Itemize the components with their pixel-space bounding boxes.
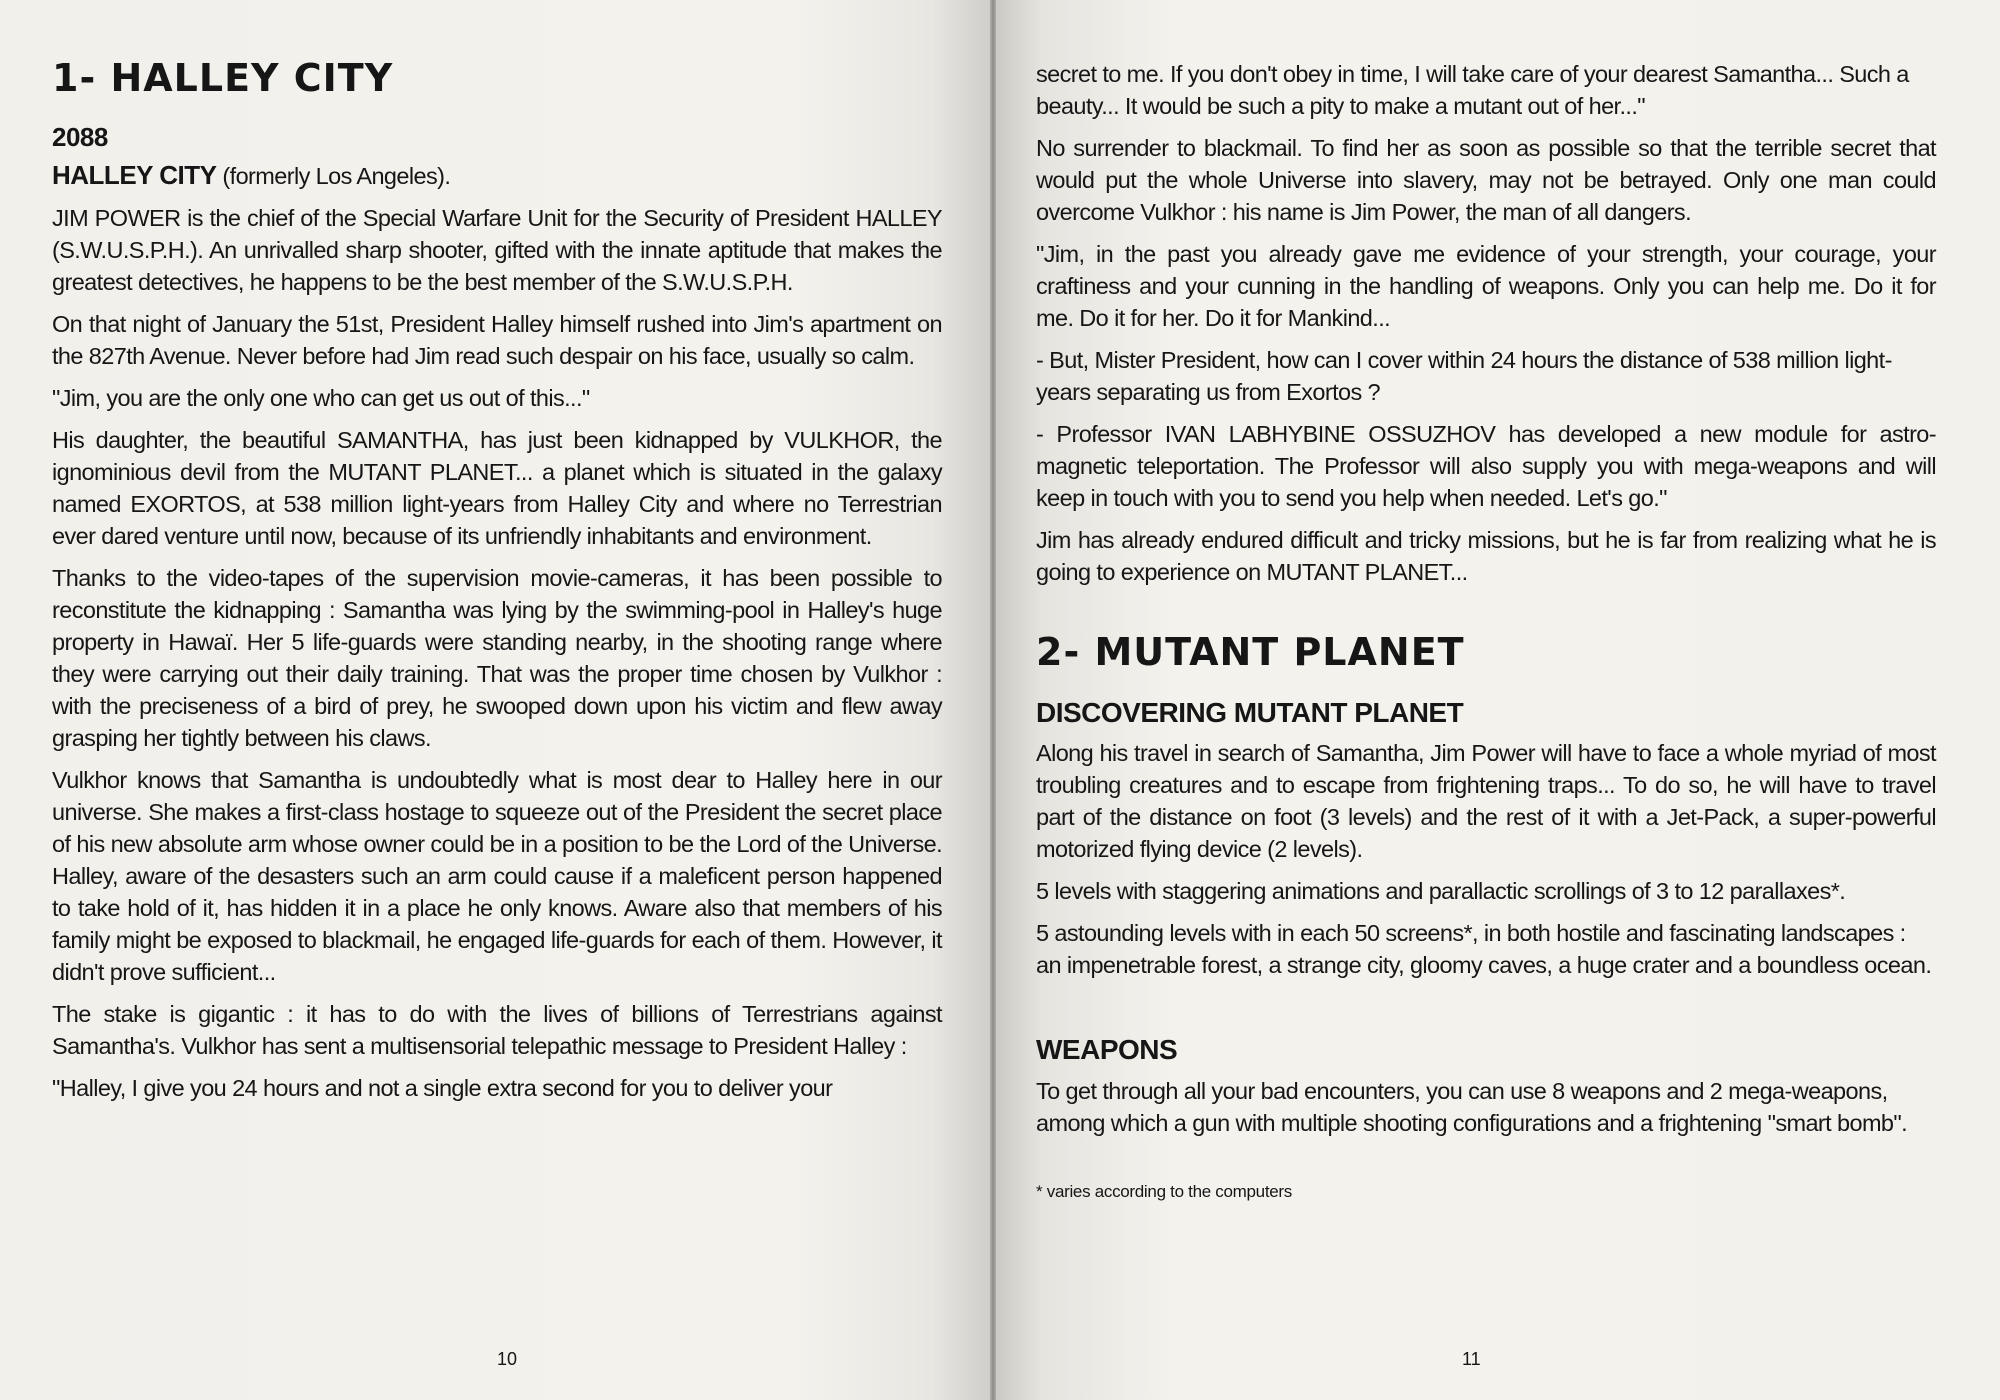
- paragraph: "Jim, in the past you already gave me evidence of your strength, your courage, your craftiness and your cunning in the handling of weapons. Only you can help me. Do it for me. Do it for her. Do it for Mankind...: [1036, 241, 1936, 331]
- paragraph: Along his travel in search of Samantha, Jim Power will have to face a whole myriad of most troubling creatures and to escape from frightening traps... To do so, he will have to travel part of the distance on foot (3 levels) and the rest of it with a Jet-Pack, a super-powerful motorized flying device (2 levels).: [1036, 740, 1936, 863]
- footnote: * varies according to the computers: [1036, 1181, 1292, 1201]
- paragraph: "Halley, I give you 24 hours and not a single extra second for you to deliver your: [52, 1074, 833, 1101]
- right-page: [992, 0, 2000, 1400]
- left-page-content: [52, 58, 942, 1114]
- left-page: [0, 0, 992, 1400]
- book-gutter: [990, 0, 996, 1400]
- paragraph: Vulkhor knows that Samantha is undoubtedly what is most dear to Halley here in our universe. She makes a first-class hostage to squeeze out of the President the secret place of his new absolute arm whose owner could be in a position to be the Lord of the Universe. Halley, aware of the desasters such an arm could cause if a maleficent person happened to take hold of it, has hidden it in a place he only knows. Aware also that members of his family might be exposed to blackmail, he engaged life-guards for each of them. However, it didn't prove sufficient...: [52, 766, 942, 985]
- city-heading: [52, 159, 942, 192]
- section-title-mutant-planet: 2- MUTANT PLANET: [1036, 630, 1465, 674]
- paragraph: 5 astounding levels with in each 50 screens*, in both hostile and fascinating landscapes : an impenetrable forest, a strange city, gloomy caves, a huge crater and a boundless ocean.: [1036, 920, 1932, 979]
- right-page-content: [1036, 58, 1936, 1203]
- city-note: (formerly Los Angeles).: [222, 162, 451, 189]
- paragraph: secret to me. If you don't obey in time, I will take care of your dearest Samantha... Such a beauty... It would be such a pity to make a mutant out of her...": [1036, 61, 1909, 119]
- paragraph: 5 levels with staggering animations and parallactic scrollings of 3 to 12 parallaxes*.: [1036, 878, 1846, 905]
- year-heading: 2088: [52, 121, 108, 152]
- paragraph: "Jim, you are the only one who can get us out of this...": [52, 384, 590, 411]
- page-number: 10: [497, 1349, 518, 1369]
- weapons-paragraph: To get through all your bad encounters, you can use 8 weapons and 2 mega-weapons, among which a gun with multiple shooting configurations and a frightening "smart bomb".: [1036, 1077, 1908, 1136]
- page-number: 11: [1462, 1349, 1481, 1369]
- paragraph: Thanks to the video-tapes of the supervision movie-cameras, it has been possible to reconstitute the kidnapping : Samantha was lying by the swimming-pool in Halley's huge property in Hawaï. Her 5 life-guards were standing nearby, in the shooting range where they were carrying out their daily training. That was the proper time chosen by Vulkhor : with the preciseness of a bird of prey, he swooped down upon his victim and flew away grasping her tightly between his claws.: [52, 564, 942, 751]
- paragraph: Jim has already endured difficult and tricky missions, but he is far from realizing what he is going to experience on MUTANT PLANET...: [1036, 527, 1936, 585]
- paragraph: - Professor IVAN LABHYBINE OSSUZHOV has developed a new module for astro-magnetic teleportation. The Professor will also supply you with mega-weapons and will keep in touch with you to send you help when needed. Let's go.": [1036, 421, 1936, 511]
- paragraph: JIM POWER is the chief of the Special Warfare Unit for the Security of President HALLEY (S.W.U.S.P.H.). An unrivalled sharp shooter, gifted with the innate aptitude that makes the greatest detectives, he happens to be the best member of the S.W.U.S.P.H.: [52, 204, 942, 295]
- discovering-heading: DISCOVERING MUTANT PLANET: [1036, 696, 1464, 728]
- section-title-halley-city: 1- HALLEY CITY: [52, 56, 394, 100]
- paragraph: On that night of January the 51st, President Halley himself rushed into Jim's apartment on the 827th Avenue. Never before had Jim read such despair on his face, usually so calm.: [52, 310, 942, 369]
- paragraph: No surrender to blackmail. To find her as soon as possible so that the terrible secret that would put the whole Universe into slavery, may not be betrayed. Only one man could overcome Vulkhor : his name is Jim Power, the man of all dangers.: [1036, 135, 1936, 225]
- city-name: HALLEY CITY: [52, 159, 217, 190]
- paragraph: His daughter, the beautiful SAMANTHA, has just been kidnapped by VULKHOR, the ignominious devil from the MUTANT PLANET... a planet which is situated in the galaxy named EXORTOS, at 538 million light-years from Halley City and where no Terrestrian ever dared venture until now, because of its unfriendly inhabitants and environment.: [52, 426, 942, 549]
- paragraph: The stake is gigantic : it has to do with the lives of billions of Terrestrians against Samantha's. Vulkhor has sent a multisensorial telepathic message to President Halley :: [52, 1000, 942, 1059]
- weapons-heading: WEAPONS: [1036, 1034, 1178, 1066]
- paragraph: - But, Mister President, how can I cover within 24 hours the distance of 538 million light-years separating us from Exortos ?: [1036, 347, 1892, 405]
